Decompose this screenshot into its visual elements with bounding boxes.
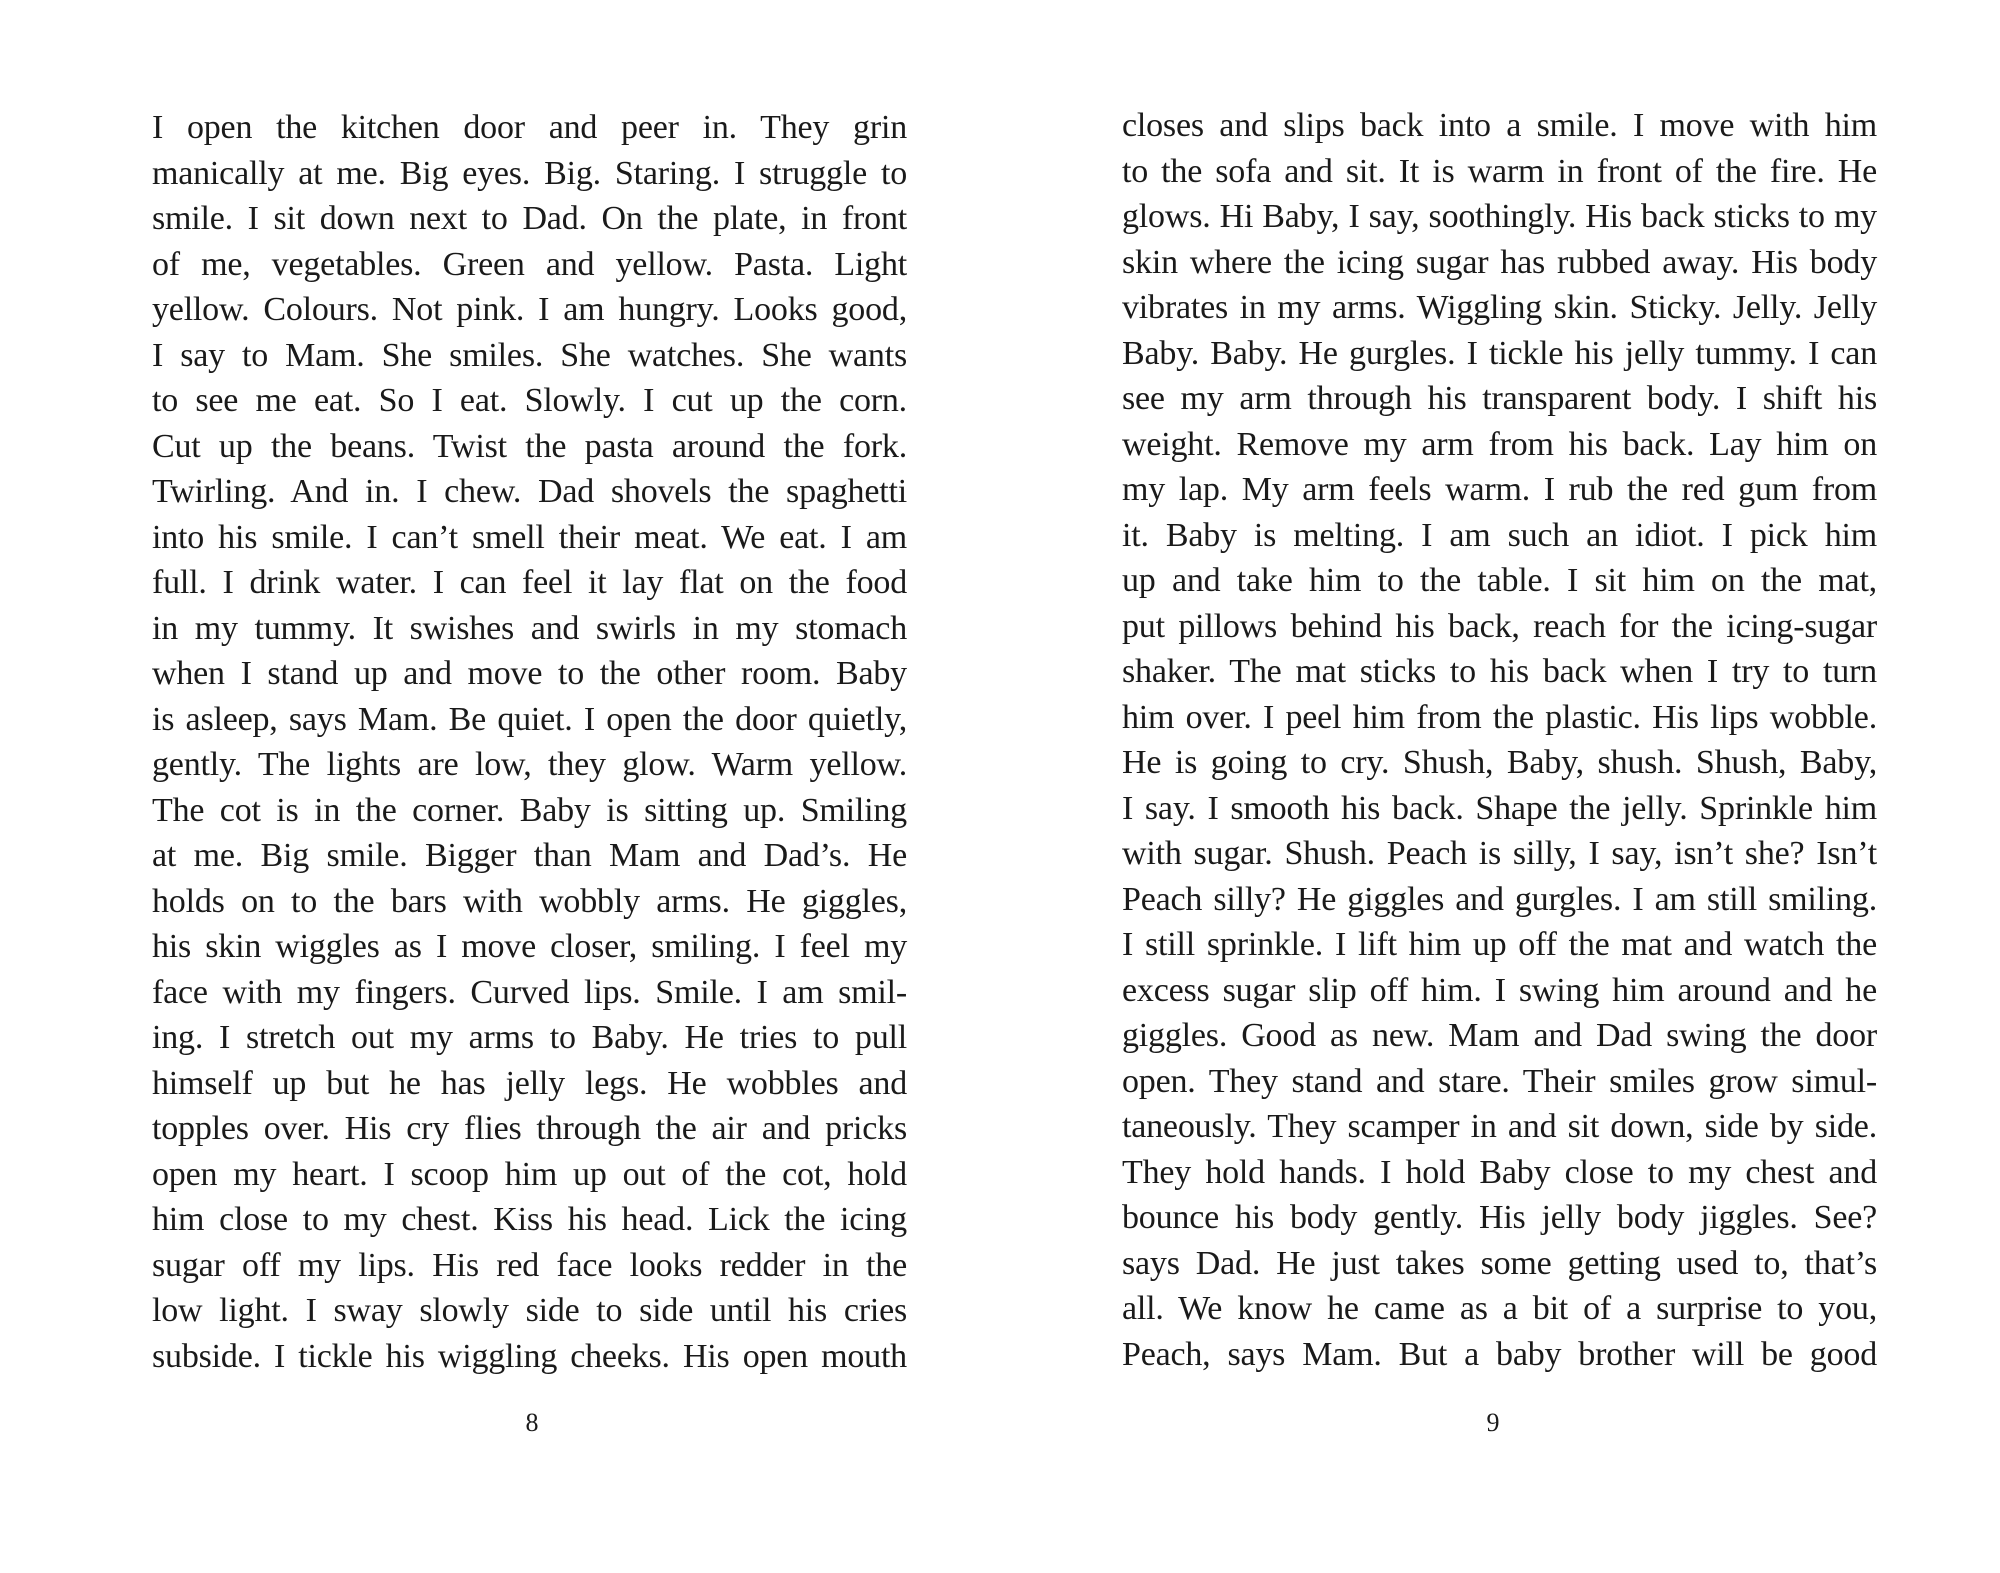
text-line: with sugar. Shush. Peach is silly, I say, isn’t she? Isn’t	[1122, 835, 1877, 872]
text-line: I say. I smooth his back. Shape the jelly. Sprinkle him	[1122, 789, 1877, 827]
text-line: Twirling. And in. I chew. Dad shovels the spaghetti	[152, 473, 907, 510]
text-line: up and take him to the table. I sit him on the mat,	[1122, 562, 1877, 599]
text-line: skin where the icing sugar has rubbed away. His body	[1122, 243, 1877, 281]
text-line: in my tummy. It swishes and swirls in my stomach	[152, 609, 907, 647]
text-line: glows. Hi Baby, I say, soothingly. His back sticks to my	[1122, 198, 1877, 235]
text-line: excess sugar slip off him. I swing him around and he	[1122, 971, 1877, 1009]
text-line: says Dad. He just takes some getting used to, that’s	[1122, 1244, 1877, 1282]
page-number: 8	[525, 1408, 539, 1437]
text-line: They hold hands. I hold Baby close to my chest and	[1122, 1153, 1877, 1191]
text-line: into his smile. I can’t smell their meat. We eat. I am	[152, 518, 907, 556]
text-line: smile. I sit down next to Dad. On the plate, in front	[152, 200, 907, 237]
text-line: is asleep, says Mam. Be quiet. I open the door quietly,	[152, 700, 907, 738]
text-line: He is going to cry. Shush, Baby, shush. Shush, Baby,	[1122, 744, 1877, 781]
text-line: open. They stand and stare. Their smiles grow simul-	[1122, 1062, 1877, 1100]
text-line: bounce his body gently. His jelly body jiggles. See?	[1122, 1199, 1877, 1236]
text-line: to see me eat. So I eat. Slowly. I cut up the corn.	[152, 382, 907, 419]
text-line: shaker. The mat sticks to his back when I try to turn	[1122, 653, 1877, 690]
left-page-text	[152, 105, 907, 1379]
text-line: holds on to the bars with wobbly arms. He giggles,	[152, 882, 907, 920]
text-line: taneously. They scamper in and sit down, side by side.	[1122, 1108, 1877, 1145]
text-line: low light. I sway slowly side to side until his cries	[152, 1292, 907, 1329]
right-page	[1000, 0, 2000, 1573]
text-line: when I stand up and move to the other room. Baby	[152, 655, 907, 692]
text-line: giggles. Good as new. Mam and Dad swing the door	[1122, 1017, 1877, 1054]
right-page-text	[1122, 103, 1877, 1377]
text-line: topples over. His cry flies through the air and pricks	[152, 1110, 907, 1147]
text-line: manically at me. Big eyes. Big. Staring. I struggle to	[152, 154, 907, 192]
text-line: all. We know he came as a bit of a surprise to you,	[1122, 1290, 1877, 1327]
text-line: put pillows behind his back, reach for the icing-sugar	[1122, 607, 1877, 645]
text-line: closes and slips back into a smile. I move with him	[1122, 107, 1877, 144]
text-line: vibrates in my arms. Wiggling skin. Sticky. Jelly. Jelly	[1122, 289, 1877, 326]
text-line: my lap. My arm feels warm. I rub the red gum from	[1122, 471, 1877, 508]
text-line: Peach, says Mam. But a baby brother will be good	[1122, 1335, 1877, 1373]
text-line: his skin wiggles as I move closer, smiling. I feel my	[152, 928, 907, 965]
text-line: at me. Big smile. Bigger than Mam and Dad’s. He	[152, 837, 907, 874]
text-line: The cot is in the corner. Baby is sitting up. Smiling	[152, 791, 907, 829]
text-line: open my heart. I scoop him up out of the cot, hold	[152, 1155, 907, 1193]
text-line: Baby. Baby. He gurgles. I tickle his jelly tummy. I can	[1122, 334, 1877, 372]
text-line: Peach silly? He giggles and gurgles. I am still smiling.	[1122, 880, 1877, 918]
text-line: I open the kitchen door and peer in. They grin	[152, 109, 907, 146]
text-line: it. Baby is melting. I am such an idiot. I pick him	[1122, 516, 1877, 554]
text-line: him close to my chest. Kiss his head. Lick the icing	[152, 1201, 907, 1238]
text-line: weight. Remove my arm from his back. Lay him on	[1122, 425, 1877, 463]
text-line: Cut up the beans. Twist the pasta around the fork.	[152, 427, 907, 465]
text-line: gently. The lights are low, they glow. Warm yellow.	[152, 746, 907, 783]
text-line: yellow. Colours. Not pink. I am hungry. Looks good,	[152, 291, 907, 328]
text-line: of me, vegetables. Green and yellow. Pasta. Light	[152, 245, 907, 283]
text-line: to the sofa and sit. It is warm in front of the fire. He	[1122, 152, 1877, 190]
text-line: I still sprinkle. I lift him up off the mat and watch the	[1122, 926, 1877, 963]
text-line: full. I drink water. I can feel it lay flat on the food	[152, 564, 907, 601]
text-line: subside. I tickle his wiggling cheeks. His open mouth	[152, 1337, 907, 1375]
text-line: him over. I peel him from the plastic. His lips wobble.	[1122, 698, 1877, 736]
text-line: I say to Mam. She smiles. She watches. She wants	[152, 336, 907, 374]
text-line: ing. I stretch out my arms to Baby. He tries to pull	[152, 1019, 907, 1056]
text-line: himself up but he has jelly legs. He wobbles and	[152, 1064, 907, 1102]
text-line: sugar off my lips. His red face looks redder in the	[152, 1246, 907, 1284]
text-line: see my arm through his transparent body. I shift his	[1122, 380, 1877, 417]
page-number: 9	[1486, 1408, 1500, 1437]
text-line: face with my fingers. Curved lips. Smile. I am smil-	[152, 973, 907, 1011]
